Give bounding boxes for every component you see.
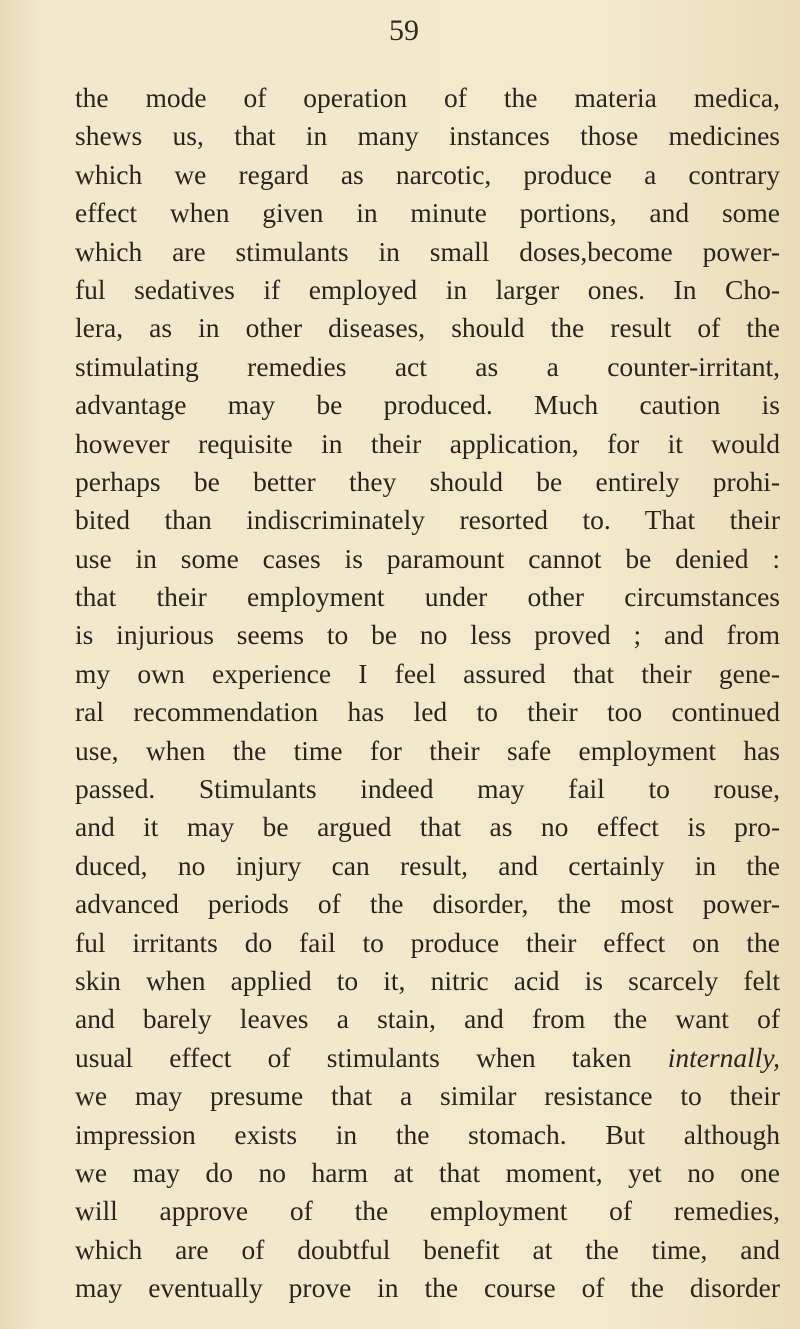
text-line: impression exists in the stomach. But although	[75, 1118, 780, 1150]
text-line: and barely leaves a stain, and from the want of	[75, 1003, 780, 1035]
text-segment: usual effect of stimulants when taken	[75, 1041, 632, 1073]
text-line: skin when applied to it, nitric acid is scarcely felt	[75, 964, 780, 996]
italic-word: internally,	[667, 1041, 780, 1073]
text-line: will approve of the employment of remedies,	[75, 1195, 780, 1227]
text-line: duced, no injury can result, and certainly in the	[75, 849, 780, 881]
text-line: my own experience I feel assured that their gene-	[75, 657, 780, 689]
text-line: the mode of operation of the materia medica,	[75, 82, 780, 113]
text-line: passed. Stimulants indeed may fail to rouse,	[75, 773, 780, 805]
text-line: stimulating remedies act as a counter-irritant,	[75, 350, 780, 382]
text-line: however requisite in their application, for it would	[75, 427, 780, 459]
text-line: bited than indiscriminately resorted to. That their	[75, 504, 780, 536]
text-line: ful sedatives if employed in larger ones. In Cho-	[75, 273, 780, 305]
text-line: perhaps be better they should be entirely prohi-	[75, 465, 780, 497]
text-line: that their employment under other circumstances	[75, 581, 780, 613]
text-line: which are of doubtful benefit at the time, and	[75, 1233, 780, 1265]
body-text	[75, 79, 780, 1308]
text-line: we may do no harm at that moment, yet no one	[75, 1156, 780, 1188]
text-line-with-italic	[75, 1039, 780, 1077]
text-line: lera, as in other diseases, should the result of the	[75, 312, 780, 344]
text-line: which are stimulants in small doses,become power-	[75, 235, 780, 267]
text-line: use in some cases is paramount cannot be denied :	[75, 542, 780, 574]
text-line: effect when given in minute portions, and some	[75, 197, 780, 229]
text-line: is injurious seems to be no less proved ; and from	[75, 619, 780, 651]
text-line: we may presume that a similar resistance to their	[75, 1080, 780, 1112]
text-line: advanced periods of the disorder, the most power-	[75, 888, 780, 920]
page-number: 59	[389, 14, 419, 47]
text-line: and it may be argued that as no effect is pro-	[75, 811, 780, 843]
text-line: shews us, that in many instances those medicines	[75, 120, 780, 152]
text-line: which we regard as narcotic, produce a contrary	[75, 158, 780, 190]
text-line: use, when the time for their safe employment has	[75, 734, 780, 766]
text-line: advantage may be produced. Much caution is	[75, 389, 780, 421]
text-line: ful irritants do fail to produce their effect on the	[75, 926, 780, 958]
text-line: ral recommendation has led to their too continued	[75, 696, 780, 728]
text-line: may eventually prove in the course of the disorder	[75, 1272, 780, 1304]
